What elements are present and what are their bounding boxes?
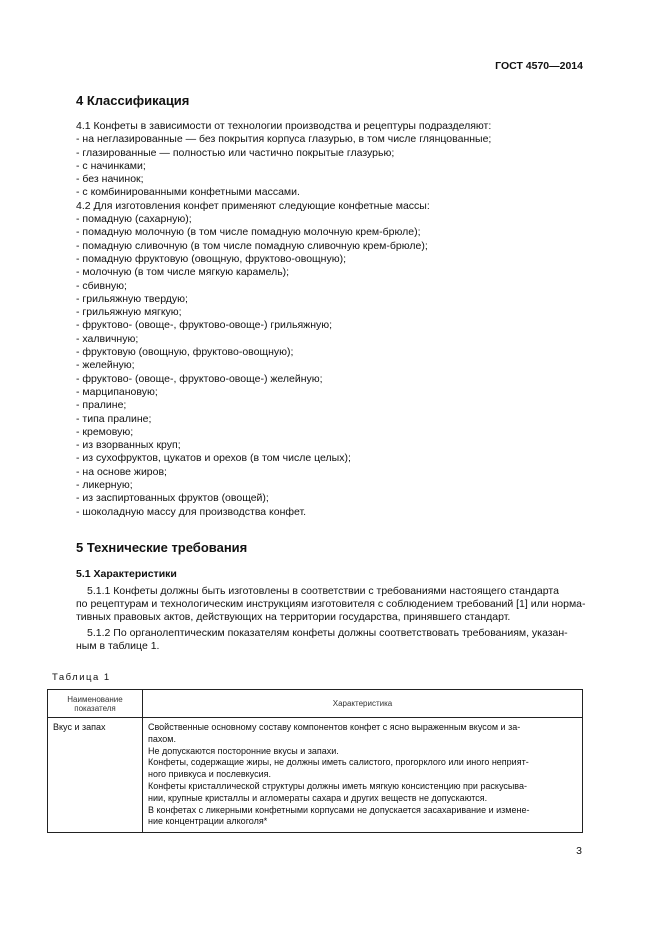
paragraph-5-1-1 (76, 585, 584, 625)
characteristics-table (47, 689, 583, 833)
text-line: - помадную молочную (в том числе помадную молочную крем-брюле); (76, 226, 421, 239)
section-4-body (76, 120, 586, 519)
text-line: - грильяжную мягкую; (76, 306, 182, 319)
cell-line: ного привкуса и послевкусия. (148, 769, 271, 780)
cell-line: нии, крупные кристаллы и агломераты сахара и других веществ не допускаются. (148, 792, 488, 803)
cell-line: Конфеты кристаллической структуры должны иметь мягкую консистенцию при раскусыва- (148, 780, 527, 791)
table-caption: Таблица 1 (52, 672, 111, 683)
text-line: - молочную (в том числе мягкую карамель); (76, 266, 290, 279)
text-line: - глазированные — полностью или частично покрытые глазурью; (76, 146, 395, 159)
text-line: ным в таблице 1. (76, 640, 160, 653)
text-line: - из заспиртованных фруктов (овощей); (76, 492, 269, 505)
text-line: - с начинками; (76, 159, 146, 172)
cell-line: Конфеты, содержащие жиры, не должны иметь салистого, прогорклого или иного неприят- (148, 757, 529, 768)
text-line: - пралине; (76, 399, 127, 412)
cell-line: В конфетах с ликерными конфетными корпусами не допускается засахаривание и измене- (148, 804, 530, 815)
text-line: 4.1 Конфеты в зависимости от технологии производства и рецептуры подразделяют: (76, 120, 492, 132)
text-line: по рецептурам и технологическим инструкциям изготовителя с соблюдением требований [1] или норма- (76, 598, 586, 611)
section-4-title: 4 Классификация (76, 93, 190, 108)
text-line: - из взорванных круп; (76, 439, 181, 452)
text-line: - с комбинированными конфетными массами. (76, 186, 300, 199)
text-line: - помадную сливочную (в том числе помадную сливочную крем-брюле); (76, 239, 428, 252)
text-line: 5.1.1 Конфеты должны быть изготовлены в соответствии с требованиями настоящего стандарта (87, 585, 559, 597)
text-line: - халвичную; (76, 332, 139, 345)
subsection-5-1-title: 5.1 Характеристики (76, 568, 177, 580)
cell-line: ние концентрации алкоголя* (148, 816, 268, 827)
cell-line: Не допускаются посторонние вкусы и запахи. (148, 745, 339, 756)
text-line: - шоколадную массу для производства конфет. (76, 505, 307, 518)
cell-line: Свойственные основному составу компонентов конфет с ясно выраженным вкусом и за- (148, 722, 521, 732)
text-line: - на неглазированные — без покрытия корпуса глазурью, в том числе глянцованные; (76, 133, 492, 146)
text-line: - фруктовую (овощную, фруктово-овощную); (76, 346, 294, 359)
paragraph-5-1-2 (76, 627, 584, 653)
table-cell-indicator: Вкус и запах (48, 718, 143, 833)
text-line: - помадную фруктовую (овощную, фруктово-овощную); (76, 252, 347, 265)
text-line: - марципановую; (76, 385, 158, 398)
text-line: - ликерную; (76, 479, 133, 492)
text-line: - грильяжную твердую; (76, 292, 188, 305)
section-5-title: 5 Технические требования (76, 540, 248, 555)
text-line: тивных правовых актов, действующих на территории государства, принявшего стандарт. (76, 611, 511, 624)
text-line: - фруктово- (овоще-, фруктово-овоще-) желейную; (76, 372, 323, 385)
text-line: - из сухофруктов, цукатов и орехов (в том числе целых); (76, 452, 351, 465)
text-line: - фруктово- (овоще-, фруктово-овоще-) грильяжную; (76, 319, 333, 332)
text-line: 4.2 Для изготовления конфет применяют следующие конфетные массы: (76, 199, 430, 212)
text-line: - типа пралине; (76, 412, 152, 425)
header-line: показателя (74, 703, 116, 713)
header-line: Наименование (67, 694, 123, 704)
table-row (48, 718, 583, 833)
document-id: ГОСТ 4570—2014 (495, 60, 583, 72)
table-cell-characteristic (143, 718, 583, 833)
text-line: - без начинок; (76, 173, 144, 186)
text-line: - на основе жиров; (76, 465, 167, 478)
text-line: - желейную; (76, 359, 135, 372)
table-header-row (48, 690, 583, 718)
cell-line: пахом. (148, 733, 176, 744)
text-line: - помадную (сахарную); (76, 213, 192, 226)
text-line: - кремовую; (76, 425, 134, 438)
table-header-indicator (48, 690, 143, 718)
text-line: - сбивную; (76, 279, 127, 292)
text-line: 5.1.2 По органолептическим показателям конфеты должны соответствовать требованиям, указан- (87, 627, 568, 639)
table-header-characteristic: Характеристика (143, 690, 583, 718)
page-number: 3 (576, 845, 582, 857)
